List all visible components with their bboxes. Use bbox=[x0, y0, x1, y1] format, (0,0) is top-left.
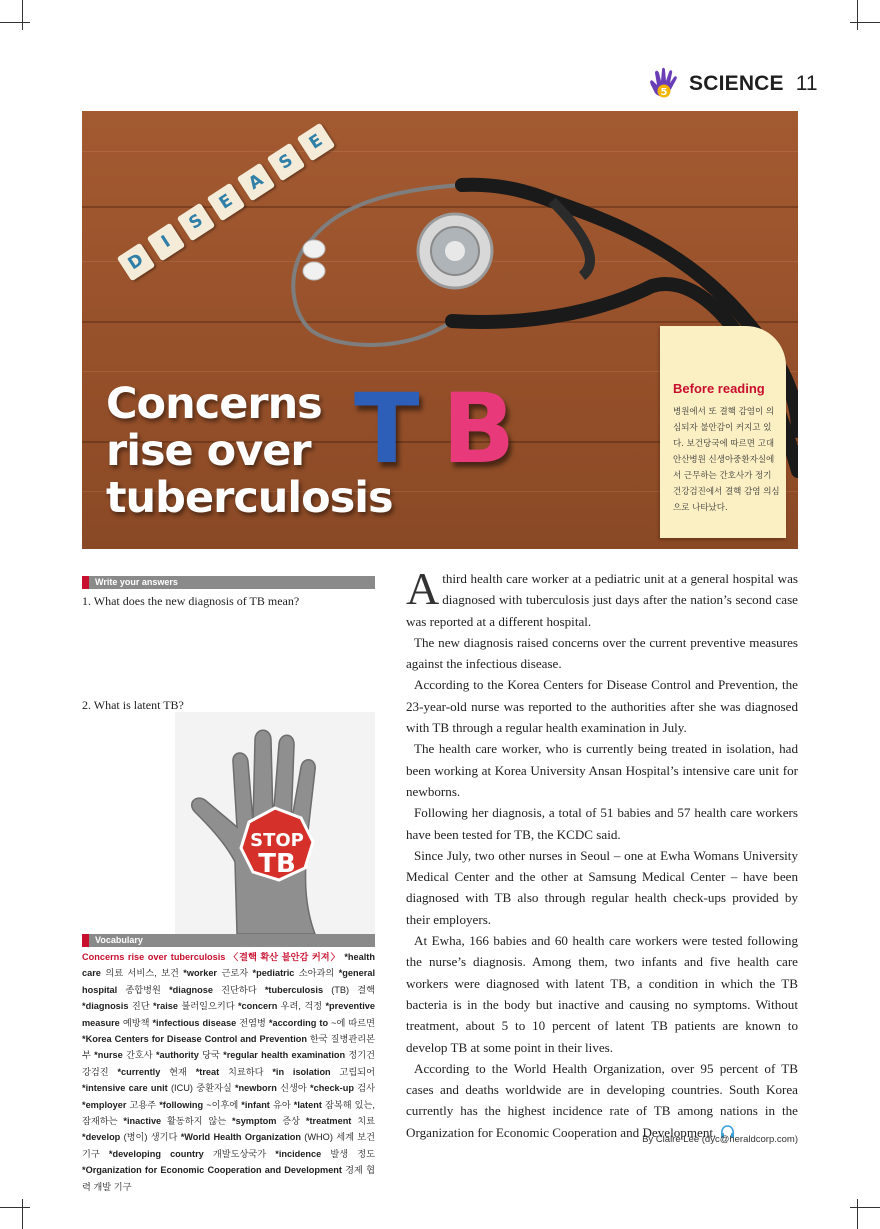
vocab-gloss: 한국 질병관리본부 bbox=[82, 1034, 375, 1061]
vocab-term: *authority bbox=[155, 1050, 199, 1061]
vocab-term: *newborn bbox=[234, 1083, 277, 1094]
before-reading-card bbox=[660, 326, 786, 538]
vocab-gloss: ~이후에 bbox=[203, 1099, 242, 1110]
vocab-gloss: 발생 정도 bbox=[321, 1148, 375, 1159]
vocab-gloss: ~에 따르면 bbox=[328, 1017, 375, 1028]
article-paragraph: Following her diagnosis, a total of 51 babies and 57 health care workers have been tested for TB, the KCDC said. bbox=[406, 805, 798, 842]
vocab-gloss: 유아 bbox=[269, 1099, 294, 1110]
vocab-gloss: 고용주 bbox=[126, 1099, 160, 1110]
vocab-gloss: 소아과의 bbox=[294, 968, 339, 979]
vocab-term: *raise bbox=[152, 1001, 178, 1012]
question-2: 2. What is latent TB? bbox=[82, 698, 184, 712]
vocab-gloss: 근로자 bbox=[217, 968, 253, 979]
vocab-term: *latent bbox=[293, 1099, 322, 1110]
vocab-term: *in isolation bbox=[272, 1066, 331, 1077]
vocab-gloss: 잠복해 있는, 잠재하는 bbox=[82, 1099, 375, 1127]
letter-tile: E bbox=[207, 183, 246, 222]
vocab-term: *diagnose bbox=[169, 984, 213, 995]
vocab-term: *diagnosis bbox=[82, 1001, 129, 1012]
hand-logo-icon bbox=[645, 67, 681, 101]
stop-sign-text: STOP bbox=[250, 830, 304, 851]
headline-line: rise over bbox=[106, 426, 311, 476]
vocab-gloss: 치료하다 bbox=[219, 1066, 273, 1077]
tb-letter-t: T bbox=[354, 373, 420, 485]
article-paragraph: Since July, two other nurses in Seoul – one at Ewha Womans University Medical Center and the other at Samsung Medical Center – have been diagnosed with TB also through regular health check-ups provided by their employers. bbox=[406, 847, 798, 927]
article-paragraph: The health care worker, who is currently being treated in isolation, had been working at Korea University Ansan Hospital’s intensive care unit for newborns. bbox=[406, 741, 798, 799]
vocab-gloss: 활동하지 않는 bbox=[161, 1116, 233, 1127]
vocab-term: *World Health Organization bbox=[180, 1132, 301, 1143]
before-reading-text: 병원에서 또 결핵 감염이 의심되자 불안감이 커지고 있다. 보건당국에 따르면 고대안산병원 신생아중환자실에서 근무하는 간호사가 정기 건강검진에서 결핵 감염 의심으로 나타났다. bbox=[673, 407, 780, 513]
before-reading-title: Before reading bbox=[673, 381, 765, 396]
vocab-term: *preventive measure bbox=[82, 1001, 376, 1028]
vocab-gloss: 의료 서비스, 보건 bbox=[100, 968, 184, 979]
vocab-gloss: 현재 bbox=[160, 1066, 196, 1077]
letter-tile: S bbox=[177, 203, 216, 242]
crop-mark bbox=[857, 0, 858, 30]
vocab-term: *according to bbox=[268, 1017, 329, 1028]
last-paragraph-text: According to the World Health Organization, over 95 percent of TB cases and deaths worldwide are in developing countries. South Korea currently has the highest incidence rate of TB among nations in the Organization for Economic Cooperation and Development. bbox=[406, 1060, 798, 1140]
letter-tile: E bbox=[297, 123, 336, 162]
vocab-gloss: 진단 bbox=[128, 1001, 153, 1012]
vocabulary-title: Concerns rise over tuberculosis 〈결핵 확산 불안감 커져〉 bbox=[82, 952, 341, 962]
hero-image bbox=[82, 111, 798, 549]
vocab-gloss: 개발도상국가 bbox=[203, 1148, 276, 1159]
heading-accent bbox=[82, 934, 89, 947]
vocab-term: *health care bbox=[82, 952, 375, 979]
vocab-gloss: 고립되어 bbox=[330, 1066, 375, 1077]
vocab-term: *intensive care unit bbox=[82, 1083, 168, 1094]
drop-cap: A bbox=[406, 563, 440, 614]
article-paragraph bbox=[406, 1058, 798, 1143]
crop-mark bbox=[0, 22, 30, 23]
vocab-term: *general hospital bbox=[82, 968, 375, 995]
crop-mark bbox=[850, 22, 880, 23]
crop-mark bbox=[850, 1207, 880, 1208]
vocab-term: *pediatric bbox=[252, 968, 295, 979]
vocab-gloss: (ICU) 중환자실 bbox=[167, 1083, 235, 1094]
vocab-gloss: (TB) 결핵 bbox=[323, 984, 376, 995]
article-paragraph: At Ewha, 166 babies and 60 health care workers were tested following the nurse’s diagnosis. Among them, two infants and five health care workers were diagnosed with latent TB, a condition in which the TB bacteria is in the body but inactive and causing no symptoms. Without treatment, about 5 to 10 percent of latent TB patients are known to develop TB at some point in their lives. bbox=[406, 933, 798, 1055]
vocab-term: *symptom bbox=[232, 1116, 277, 1127]
vocab-term: *worker bbox=[183, 968, 218, 979]
vocab-term: *employer bbox=[82, 1099, 127, 1110]
section-header bbox=[645, 66, 818, 102]
crop-mark bbox=[857, 1199, 858, 1229]
vocab-gloss: 예방책 bbox=[119, 1017, 153, 1028]
vocab-gloss: 증상 bbox=[276, 1116, 306, 1127]
vocab-term: *currently bbox=[117, 1066, 161, 1077]
article-paragraph: According to the Korea Centers for Disease Control and Prevention, the 23-year-old nurse was reported to the authorities after she was diagnosed with TB through a regular health examination in July. bbox=[406, 677, 798, 736]
vocab-term: *inactive bbox=[123, 1116, 162, 1127]
vocab-gloss: (병이) 생기다 bbox=[120, 1132, 181, 1143]
vocab-gloss: 진단하다 bbox=[213, 984, 265, 995]
vocab-term: *treatment bbox=[305, 1116, 352, 1127]
vocab-gloss: 불러일으키다 bbox=[178, 1001, 238, 1012]
vocab-gloss: (WHO) 세계 보건 기구 bbox=[82, 1132, 375, 1159]
letter-tile: A bbox=[237, 163, 276, 202]
vocab-gloss: 신생아 bbox=[276, 1083, 311, 1094]
vocab-term: *incidence bbox=[275, 1148, 322, 1159]
vocab-term: *developing country bbox=[108, 1148, 204, 1159]
vocab-term: *Organization for Economic Cooperation and Development bbox=[82, 1165, 342, 1176]
vocab-gloss: 당국 bbox=[198, 1050, 224, 1061]
vocab-term: *infectious disease bbox=[152, 1017, 237, 1028]
headline-line: Concerns bbox=[106, 379, 322, 429]
vocab-gloss: 종합병원 bbox=[117, 984, 170, 995]
byline: By Claire Lee (dyc@heraldcorp.com) bbox=[642, 1134, 798, 1145]
vocabulary-label: Vocabulary bbox=[95, 935, 143, 945]
vocab-gloss: 정기건강검진 bbox=[82, 1050, 375, 1077]
article-paragraph bbox=[406, 563, 798, 632]
vocabulary-heading bbox=[82, 934, 375, 947]
letter-tile: D bbox=[117, 243, 156, 282]
crop-mark bbox=[22, 1199, 23, 1229]
vocab-term: *treat bbox=[195, 1066, 220, 1077]
vocab-term: *tuberculosis bbox=[264, 984, 324, 995]
vocab-term: *Korea Centers for Disease Control and Prevention bbox=[82, 1034, 307, 1045]
page-number: 11 bbox=[795, 72, 818, 95]
first-paragraph-text: third health care worker at a pediatric unit at a general hospital was diagnosed with tuberculosis just days after the nation’s second case was reported at a different hospital. bbox=[406, 571, 798, 629]
crop-mark bbox=[0, 1207, 30, 1208]
heading-accent bbox=[82, 576, 89, 589]
vocabulary-list bbox=[82, 949, 375, 1195]
article-paragraph: The new diagnosis raised concerns over the current preventive measures against the infectious disease. bbox=[406, 634, 798, 672]
crop-mark bbox=[22, 0, 23, 30]
stop-sign-tb: TB bbox=[258, 849, 296, 879]
stop-tb-photo bbox=[175, 712, 375, 934]
vocab-term: *following bbox=[159, 1099, 204, 1110]
vocab-gloss: 우려, 걱정 bbox=[277, 1001, 326, 1012]
headline-line: tuberculosis bbox=[106, 473, 393, 523]
vocab-term: *regular health examination bbox=[223, 1050, 346, 1061]
vocabulary-entries bbox=[82, 952, 375, 1192]
vocab-term: *infant bbox=[241, 1099, 270, 1110]
tb-letter-b: B bbox=[442, 373, 516, 485]
logo-number: 5 bbox=[660, 87, 668, 98]
letter-tile: I bbox=[147, 223, 186, 262]
vocab-gloss: 전염병 bbox=[236, 1017, 269, 1028]
hand-stop-illustration bbox=[175, 712, 375, 934]
letter-tile: S bbox=[267, 143, 306, 182]
write-answers-heading bbox=[82, 576, 375, 589]
headline bbox=[106, 381, 393, 522]
vocab-gloss: 치료 bbox=[351, 1116, 375, 1127]
vocab-gloss: 검사 bbox=[353, 1083, 375, 1094]
section-title: SCIENCE bbox=[689, 72, 784, 95]
vocab-gloss: 경제 협력 개발 기구 bbox=[82, 1165, 376, 1192]
vocab-term: *check-up bbox=[310, 1083, 354, 1094]
question-1: 1. What does the new diagnosis of TB mean? bbox=[82, 594, 300, 608]
vocab-gloss: 간호사 bbox=[122, 1050, 156, 1061]
vocab-term: *nurse bbox=[94, 1050, 123, 1061]
vocab-term: *develop bbox=[82, 1132, 121, 1143]
vocab-term: *concern bbox=[237, 1001, 278, 1012]
write-answers-label: Write your answers bbox=[95, 577, 178, 587]
article-body bbox=[406, 563, 798, 1143]
